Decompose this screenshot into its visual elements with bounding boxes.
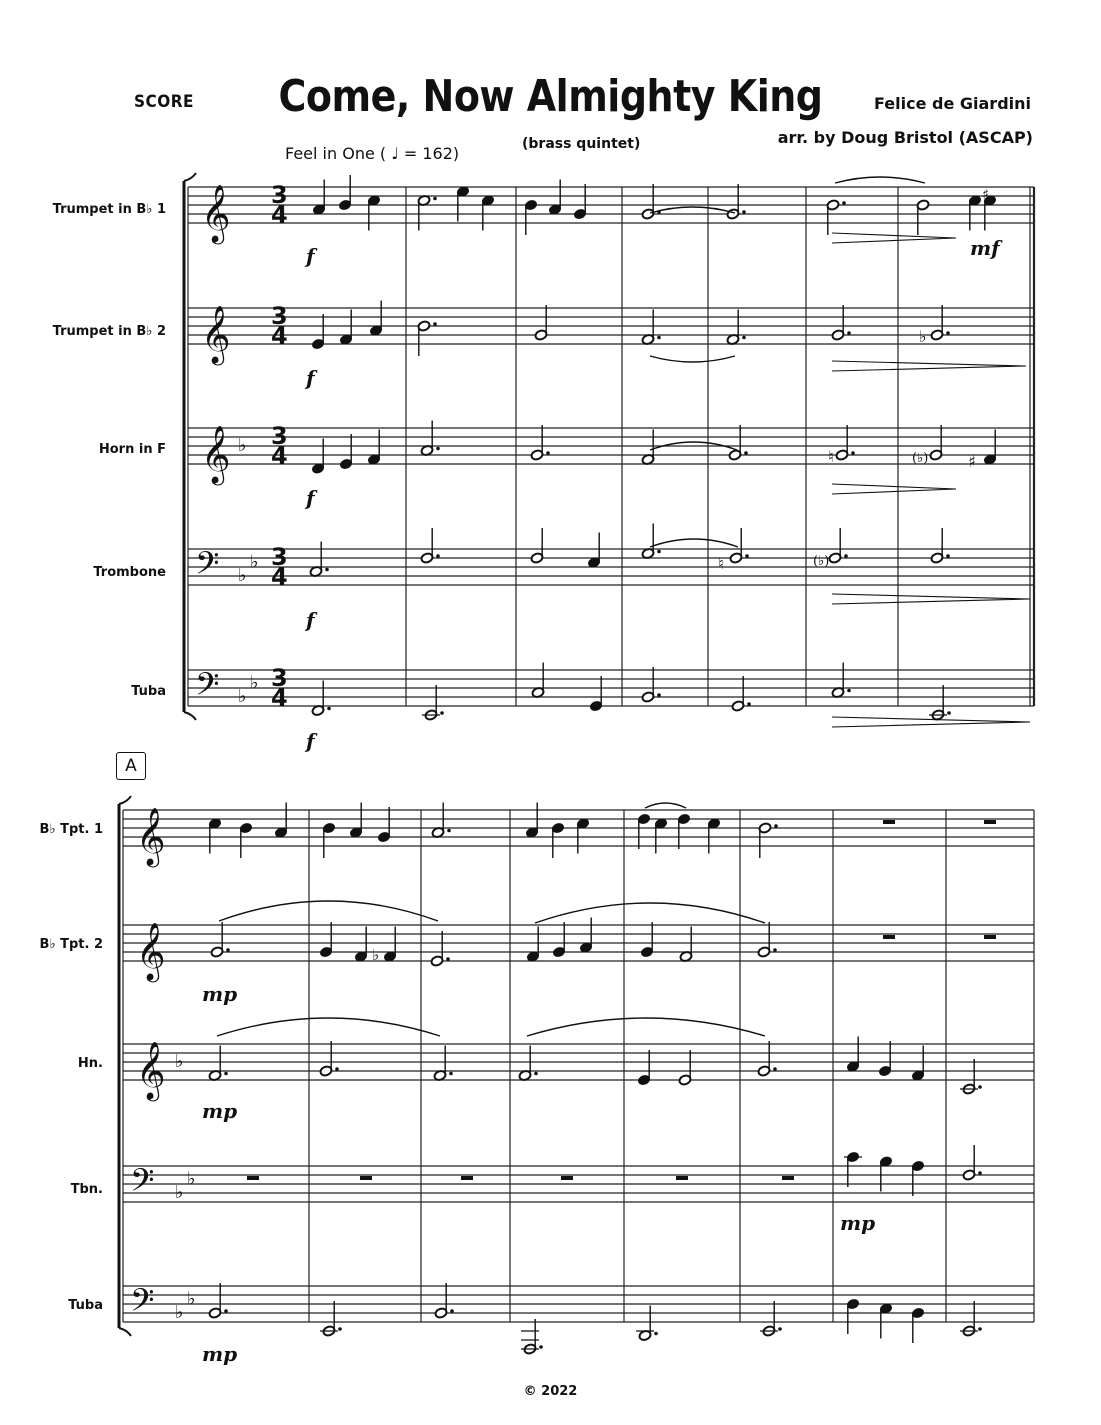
note-dot [450,1309,454,1313]
cautionary-flat-sign: (♭) [813,554,830,569]
flat-sign: ♭ [187,1168,196,1190]
note-dot [947,711,951,715]
instrument-name-trumpet-2-short: B♭ Tpt. 2 [39,937,103,952]
instrument-name-trumpet-1: Trumpet in B♭ 1 [52,202,166,217]
instrument-name-tuba: Tuba [131,684,166,699]
dynamic-mezzo-piano: mp [202,1099,238,1123]
note-dot [433,322,437,326]
decrescendo-hairpin [832,594,1030,604]
note-dot [226,948,230,952]
time-signature-top: 3 [271,543,288,571]
system-bracket-top [119,796,131,804]
note-dot [773,1067,777,1071]
natural-sign: ♮ [718,554,724,573]
note-dot [773,948,777,952]
instrument-name-trombone: Trombone [93,565,166,580]
note-dot [440,711,444,715]
flat-sign: ♭ [372,946,380,964]
treble-clef-icon: 𝄞 [201,184,231,242]
instrument-name-trombone-short: Tbn. [70,1182,103,1197]
instrument-name-trumpet-2: Trumpet in B♭ 2 [52,324,166,339]
system-bracket-top [184,173,196,181]
flat-sign: ♭ [187,1288,196,1310]
flat-sign: ♭ [238,565,247,586]
note-dot [742,210,746,214]
time-signature-bottom: 4 [271,201,288,229]
treble-clef-icon: 𝄞 [136,1041,166,1099]
flat-sign: ♭ [250,672,259,694]
decrescendo-hairpin [832,233,956,243]
note-dot [847,331,851,335]
dynamic-forte: f [306,729,315,753]
whole-rest [676,1176,688,1180]
note-dot [744,451,748,455]
note-dot [546,451,550,455]
note-dot [447,829,451,833]
slur [650,207,735,213]
time-signature-bottom: 4 [271,684,288,712]
slur [650,356,735,362]
whole-rest [883,820,895,824]
whole-rest [360,1176,372,1180]
flat-sign: ♭ [175,1302,184,1323]
flat-sign: ♭ [919,327,927,346]
decrescendo-hairpin [832,484,956,494]
note-dot [657,693,661,697]
note-dot [946,554,950,558]
natural-sign: ♮ [828,447,834,466]
whole-rest [561,1176,573,1180]
rehearsal-mark: A [116,752,146,780]
time-signature-top: 3 [271,422,288,450]
note-dot [978,1085,982,1089]
note-dot [325,568,329,572]
whole-rest [984,935,996,939]
tempo-marking: Feel in One ( ♩ = 162) [285,144,460,163]
instrument-name-horn-short: Hn. [77,1056,103,1071]
slur [217,1018,440,1036]
instrument-name-tuba-short: Tuba [68,1298,103,1313]
instrument-name-trumpet-1-short: B♭ Tpt. 1 [39,822,103,837]
time-signature-bottom: 4 [271,563,288,591]
note-dot [433,197,437,201]
note-dot [335,1067,339,1071]
bass-clef-icon: 𝄢 [130,1162,155,1206]
dynamic-forte: f [306,366,315,390]
treble-clef-icon: 𝄞 [201,305,231,363]
note-dot [745,554,749,558]
sharp-sign: ♯ [982,187,989,203]
cautionary-flat-sign: (♭) [912,451,929,466]
note-dot [539,1345,543,1349]
note-dot [847,689,851,693]
bass-clef-icon: 𝄢 [130,1282,155,1326]
copyright: © 2022 [523,1384,578,1399]
dynamic-mezzo-piano: mp [840,1211,876,1235]
note-dot [654,1332,658,1336]
system-bracket-bottom [184,712,196,720]
note-dot [657,550,661,554]
dynamic-mezzo-piano: mp [202,982,238,1006]
whole-rest [984,820,996,824]
flat-sign: ♭ [175,1182,184,1203]
bass-clef-icon: 𝄢 [195,666,220,710]
note-dot [946,331,950,335]
slur [219,901,438,921]
note-dot [742,336,746,340]
decrescendo-hairpin [832,717,1030,727]
note-dot [657,336,661,340]
flat-sign: ♭ [238,686,247,707]
note-dot [747,702,751,706]
time-signature-top: 3 [271,302,288,330]
note-dot [844,554,848,558]
decrescendo-hairpin [832,361,1026,371]
time-signature-bottom: 4 [271,442,288,470]
slur [645,803,686,808]
flat-sign: ♭ [250,551,259,573]
note-dot [338,1327,342,1331]
dynamic-forte: f [306,608,315,632]
time-signature-bottom: 4 [271,322,288,350]
whole-rest [461,1176,473,1180]
slur [535,903,765,923]
note-dot [778,1327,782,1331]
system-bracket-bottom [119,1328,131,1336]
score-label: SCORE [134,92,194,112]
arranger: arr. by Doug Bristol (ASCAP) [777,128,1033,147]
treble-clef-icon: 𝄞 [136,807,166,865]
note-dot [978,1327,982,1331]
whole-rest [883,935,895,939]
treble-clef-icon: 𝄞 [136,922,166,980]
composer: Felice de Giardini [874,94,1031,113]
dynamic-forte: f [306,244,315,268]
slur [650,539,738,547]
note-dot [534,1072,538,1076]
whole-rest [782,1176,794,1180]
slur [835,177,925,183]
subtitle: (brass quintet) [522,136,641,152]
whole-rest [247,1176,259,1180]
note-dot [436,554,440,558]
instrument-name-horn: Horn in F [98,442,166,457]
flat-sign: ♭ [175,1051,184,1072]
sharp-sign: ♯ [968,452,976,471]
note-dot [449,1072,453,1076]
dynamic-mezzo-piano: mp [202,1342,238,1366]
note-dot [446,957,450,961]
dynamic-forte: f [306,486,315,510]
flat-sign: ♭ [238,435,247,456]
note-dot [224,1072,228,1076]
note-dot [224,1309,228,1313]
note-dot [774,824,778,828]
note-dot [842,201,846,205]
page-title: Come, Now Almighty King [278,70,823,122]
time-signature-top: 3 [271,664,288,692]
note-dot [851,451,855,455]
note-dot [978,1171,982,1175]
note-dot [327,707,331,711]
time-signature-top: 3 [271,181,288,209]
bass-clef-icon: 𝄢 [195,545,220,589]
slur [527,1018,765,1036]
dynamic-mezzo-forte: mf [970,236,1000,260]
treble-clef-icon: 𝄞 [201,425,231,483]
note-dot [436,447,440,451]
